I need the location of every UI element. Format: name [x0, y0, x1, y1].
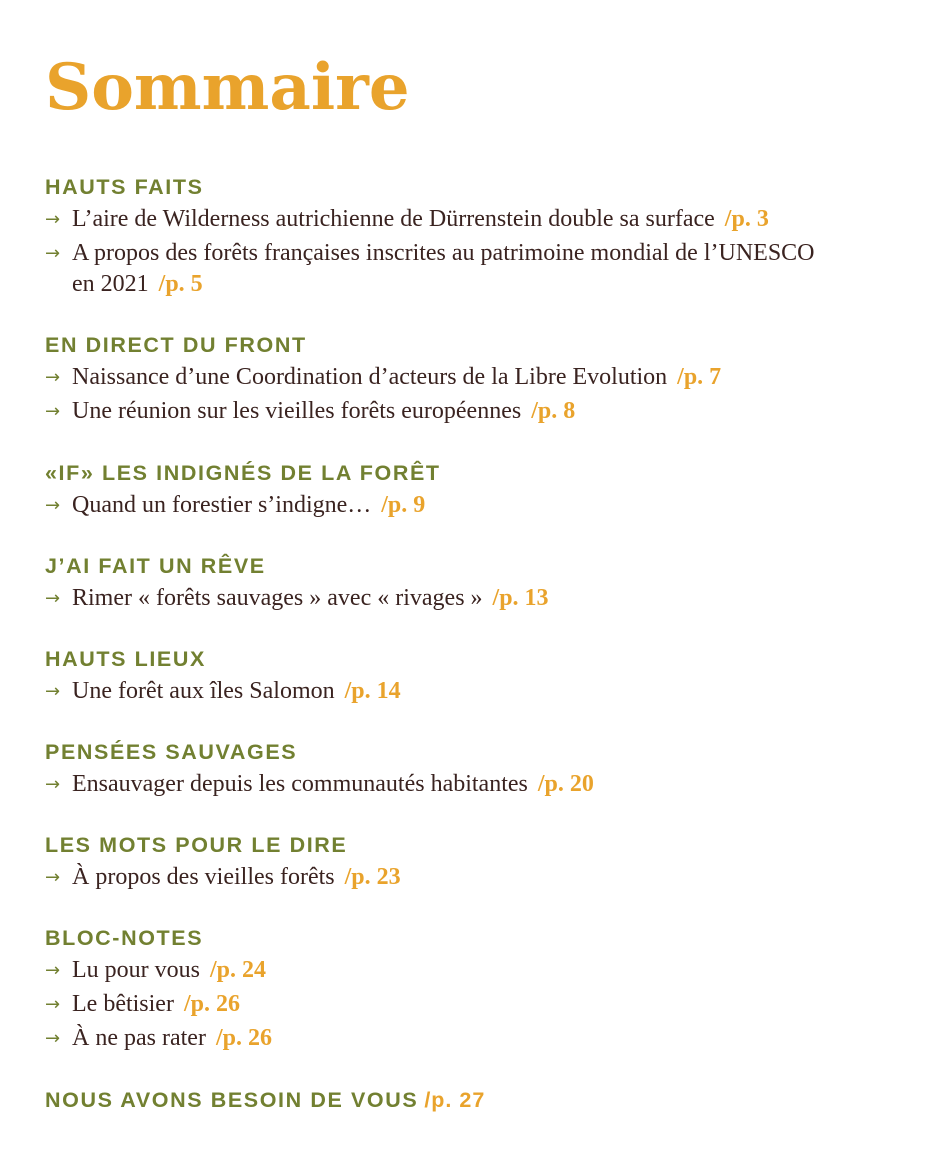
- toc-entry[interactable]: [45, 204, 905, 235]
- arrow-right-icon: →: [45, 367, 61, 388]
- entry-title: Le bêtisier: [72, 991, 174, 1017]
- section-pensees-sauvages: [45, 738, 905, 800]
- toc-entry[interactable]: [45, 955, 905, 986]
- toc-entry[interactable]: [45, 676, 905, 707]
- page-number: /p. 7: [677, 364, 722, 390]
- entry-title: Ensauvager depuis les communautés habitantes: [72, 771, 528, 797]
- arrow-right-icon: →: [45, 243, 61, 264]
- section-heading: NOUS AVONS BESOIN DE VOUS: [45, 1088, 419, 1112]
- page-number: /p. 26: [215, 1025, 272, 1051]
- section-heading: EN DIRECT DU FRONT: [45, 333, 307, 357]
- entry-title: L’aire de Wilderness autrichienne de Dürrenstein double sa surface: [72, 206, 715, 232]
- entry-title: Lu pour vous: [72, 957, 200, 983]
- section-heading: BLOC-NOTES: [45, 926, 204, 950]
- section-en-direct-du-front: [45, 331, 905, 427]
- toc-entry[interactable]: [45, 1023, 905, 1054]
- arrow-right-icon: →: [45, 960, 61, 981]
- page-number: /p. 5: [158, 271, 203, 297]
- page-number: /p. 26: [183, 991, 240, 1017]
- toc-entry[interactable]: [45, 769, 905, 800]
- section-hauts-lieux: [45, 645, 905, 707]
- section-bloc-notes: [45, 924, 905, 1054]
- arrow-right-icon: →: [45, 588, 61, 609]
- section-heading: J’AI FAIT UN RÊVE: [45, 554, 266, 578]
- arrow-right-icon: →: [45, 994, 61, 1015]
- arrow-right-icon: →: [45, 401, 61, 422]
- arrow-right-icon: →: [45, 867, 61, 888]
- page-number: /p. 3: [724, 206, 769, 232]
- toc-entry[interactable]: [45, 238, 905, 300]
- toc-entry[interactable]: [45, 989, 905, 1020]
- entry-title: Une réunion sur les vieilles forêts européennes: [72, 398, 522, 424]
- section-nous-avons-besoin-de-vous[interactable]: [45, 1086, 905, 1114]
- page-number: /p. 23: [344, 864, 401, 890]
- entry-title: À ne pas rater: [72, 1025, 206, 1051]
- toc-entry[interactable]: [45, 396, 905, 427]
- toc-entry[interactable]: [45, 583, 905, 614]
- arrow-right-icon: →: [45, 495, 61, 516]
- page-number: /p. 24: [210, 957, 267, 983]
- arrow-right-icon: →: [45, 681, 61, 702]
- page-number: /p. 14: [344, 678, 401, 704]
- section-heading: LES MOTS POUR LE DIRE: [45, 833, 348, 857]
- arrow-right-icon: →: [45, 1028, 61, 1049]
- section-les-mots-pour-le-dire: [45, 831, 905, 893]
- section-if-les-indignes: [45, 459, 905, 521]
- entry-title: Quand un forestier s’indigne…: [72, 492, 372, 518]
- toc-entry[interactable]: [45, 362, 905, 393]
- page-number: /p. 9: [381, 492, 426, 518]
- section-hauts-faits: [45, 173, 905, 300]
- section-heading: HAUTS LIEUX: [45, 647, 206, 671]
- page-title: Sommaire: [45, 50, 410, 125]
- entry-title: À propos des vieilles forêts: [72, 864, 335, 890]
- toc-entry[interactable]: [45, 862, 905, 893]
- section-jai-fait-un-reve: [45, 552, 905, 614]
- page-number: /p. 27: [424, 1088, 486, 1112]
- arrow-right-icon: →: [45, 774, 61, 795]
- toc-entry[interactable]: [45, 490, 905, 521]
- page-number: /p. 20: [537, 771, 594, 797]
- arrow-right-icon: →: [45, 209, 61, 230]
- page-number: /p. 13: [492, 585, 549, 611]
- page-number: /p. 8: [531, 398, 576, 424]
- entry-title: Naissance d’une Coordination d’acteurs de la Libre Evolution: [72, 364, 668, 390]
- section-heading: HAUTS FAITS: [45, 175, 204, 199]
- section-heading: «IF» LES INDIGNÉS DE LA FORÊT: [45, 461, 441, 485]
- section-heading: PENSÉES SAUVAGES: [45, 740, 298, 764]
- entry-title: Rimer « forêts sauvages » avec « rivages »: [72, 585, 483, 611]
- entry-title: A propos des forêts françaises inscrites au patrimoine mondial de l’UNESCO en 2021: [72, 240, 815, 297]
- entry-title: Une forêt aux îles Salomon: [72, 678, 335, 704]
